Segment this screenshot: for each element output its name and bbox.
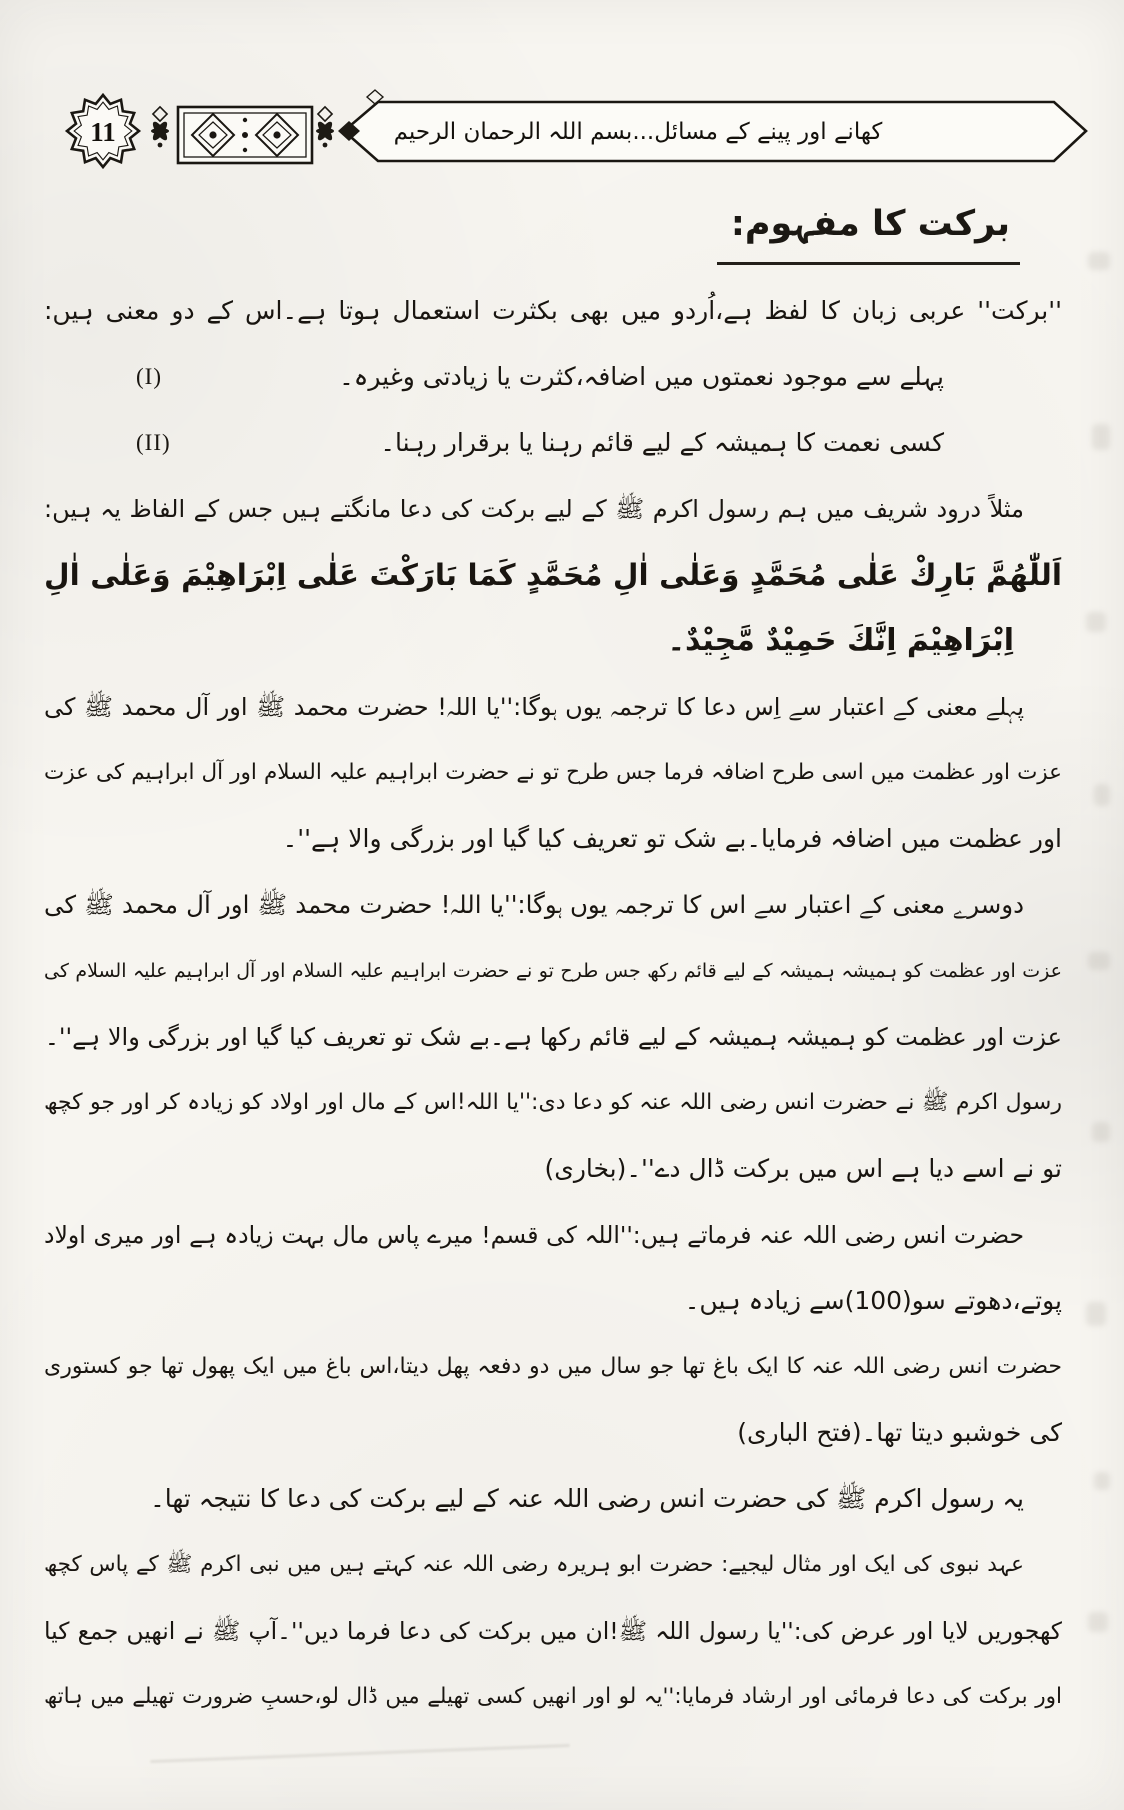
floral-ornament-icon [150,107,169,147]
text-line: عزت اور عظمت کو ہمیشہ ہمیشہ کے لیے قائم رکھ جس طرح تو نے حضرت ابراہیم علیہ السلام اور آل ابراہیم علیہ السلام کی [44,960,1062,982]
section-heading-row [44,192,1062,278]
meaning-item-1 [44,344,1062,410]
text-line: کھجوریں لایا اور عرض کی:''یا رسول اللہ ﷺ!ان میں برکت کی دعا فرما دیں''۔آپ ﷺ نے انھیں جمع کیا [44,1617,1062,1645]
text-line: کی خوشبو دیتا تھا۔(فتح الباری) [737,1418,1062,1447]
floral-ornament-icon [315,107,334,147]
section-heading: برکت کا مفہوم: [717,192,1020,265]
scan-artifact [1092,424,1110,450]
meaning-text: پہلے سے موجود نعمتوں میں اضافہ،کثرت یا زیادتی وغیرہ۔ [339,362,944,391]
text-line: اور عظمت میں اضافہ فرمایا۔بے شک تو تعریف کیا گیا اور بزرگی والا ہے''۔ [282,824,1062,853]
text-line: پوتے،دھوتے سو(100)سے زیادہ ہیں۔ [684,1286,1062,1315]
scan-artifact [1092,1122,1110,1142]
text-line: اور برکت کی دعا فرمائی اور ارشاد فرمایا:''یہ لو اور انھیں کسی تھیلے میں ڈال لو،حسبِ ضرورت تھیلے میں ہاتھ [44,1684,1062,1709]
scan-artifact [1088,1612,1108,1632]
text-line: عزت اور عظمت کو ہمیشہ ہمیشہ کے لیے قائم رکھا ہے۔بے شک تو تعریف کیا گیا اور بزرگی والا ہے''۔ [44,1023,1062,1051]
page-body [0,192,1124,1730]
arabic-dua-line: اِبْرَاهِيْمَ اِنَّكَ حَمِيْدٌ مَّجِيْدٌ۔ [667,623,1014,658]
page-number-medallion [67,95,139,167]
text-line: پہلے معنی کے اعتبار سے اِس دعا کا ترجمہ یوں ہوگا:''یا اللہ! حضرت محمد ﷺ اور آل محمد ﷺ کی [44,693,1024,721]
scan-artifact [1086,1302,1106,1326]
book-title-band-text: کھانے اور پینے کے مسائل...بسم اللہ الرحمان الرحیم [393,119,883,145]
header-cartouche [178,107,312,163]
scan-artifact [150,1744,570,1763]
page-number: 11 [90,117,116,147]
intro-line: ''برکت'' عربی زبان کا لفظ ہے،اُردو میں بھی بکثرت استعمال ہوتا ہے۔اس کے دو معنی ہیں: [44,296,1062,325]
text-line: تو نے اسے دیا ہے اس میں برکت ڈال دے''۔(بخاری) [544,1154,1062,1183]
meaning-text: کسی نعمت کا ہمیشہ کے لیے قائم رہنا یا برقرار رہنا۔ [380,428,944,457]
text-line: رسول اکرم ﷺ نے حضرت انس رضی اللہ عنہ کو دعا دی:''یا اللہ!اس کے مال اور اولاد کو زیادہ کر اور جو کچھ [44,1090,1062,1115]
text-line: یہ رسول اکرم ﷺ کی حضرت انس رضی اللہ عنہ کے لیے برکت کی دعا کا نتیجہ تھا۔ [150,1484,1024,1513]
scan-artifact [1086,612,1106,632]
text-line: حضرت انس رضی اللہ عنہ کا ایک باغ تھا جو سال میں دو دفعہ پھل دیتا،اس باغ میں ایک پھول تھا جو کستوری [44,1354,1062,1379]
scan-artifact [1094,1472,1110,1490]
text-line: عزت اور عظمت میں اسی طرح اضافہ فرما جس طرح تو نے حضرت ابراہیم علیہ السلام اور آل ابراہیم کی عزت [44,760,1062,785]
scan-artifact [1088,252,1110,270]
text-line: دوسرے معنی کے اعتبار سے اس کا ترجمہ یوں ہوگا:''یا اللہ! حضرت محمد ﷺ اور آل محمد ﷺ کی [44,890,1024,919]
meaning-item-2 [44,410,1062,476]
text-line: حضرت انس رضی اللہ عنہ فرماتے ہیں:''اللہ کی قسم! میرے پاس مال بہت زیادہ ہے اور میری اولاد [44,1221,1024,1249]
meaning-marker: (I) [136,364,162,389]
scan-artifact [1094,784,1110,806]
text-line: مثلاً درود شریف میں ہم رسول اکرم ﷺ کے لیے برکت کی دعا مانگتے ہیں جس کے الفاظ یہ ہیں: [44,495,1024,523]
meaning-marker: (II) [136,430,171,455]
text-line: عہد نبوی کی ایک اور مثال لیجیے: حضرت ابو ہریرہ رضی اللہ عنہ کہتے ہیں میں نبی اکرم ﷺ کے پاس کچھ [44,1552,1024,1577]
page-header [0,0,1124,190]
header-ornament-graphics [0,0,1124,190]
scan-artifact [1088,952,1110,970]
arabic-dua-line: اَللّٰهُمَّ بَارِكْ عَلٰى مُحَمَّدٍ وَعَلٰى اٰلِ مُحَمَّدٍ كَمَا بَارَكْتَ عَلٰى اِبْرَاهِيْمَ وَعَلٰى اٰلِ [44,558,1062,592]
